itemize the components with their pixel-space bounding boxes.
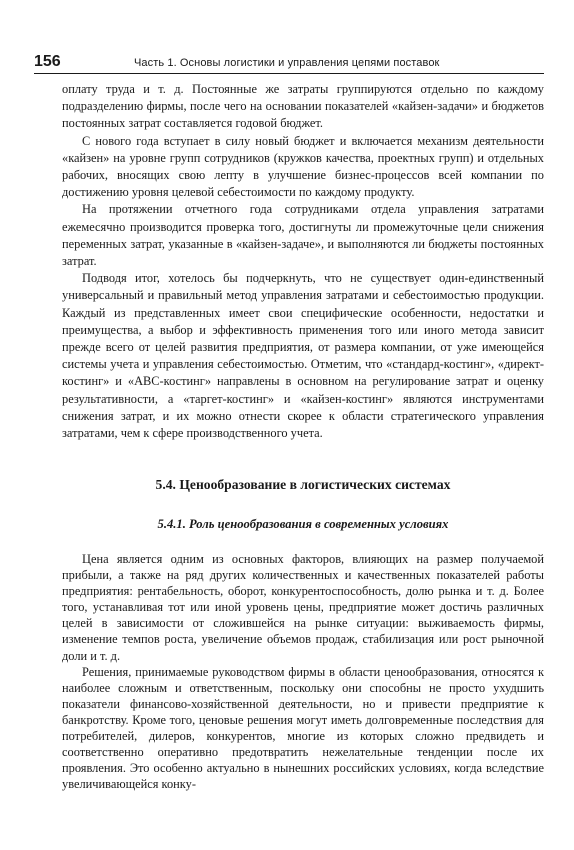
paragraph: С нового года вступает в силу новый бюджет и включается механизм деятельности «кайзен» на уровне групп сотрудников (кружков качества, проектных групп) и отдельных рабочих, вносящих свою лепту в улучшение бизнес-процессов всей компании по достижению уровня целевой себестоимости по каждому продукту. [62, 133, 544, 200]
paragraph: Решения, принимаемые руководством фирмы в области ценообразования, относятся к наиболее сложным и ответственным, поскольку они способны не просто ухудшить показатели финансово-хозяйственной деятельности, но и привести предприятие к банкротству. Кроме того, ценовые решения могут иметь долговременные последствия для потребителей, дилеров, конкурентов, многие из которых сложно предвидеть и соответственно оперативно предотвратить нежелательные тенденции после их проявления. Это особенно актуально в нынешних российских условиях, когда вследствие увеличивающейся конку- [62, 664, 544, 792]
page-number: 156 [34, 53, 61, 70]
paragraph: Цена является одним из основных факторов, влияющих на размер получаемой прибыли, а также на ряд других количественных и качественных показателей работы предприятия: рентабельность, оборот, конкурентоспособность, долю рынка и т. д. Более того, устанавливая тот или иной уровень цены, предприятие может достичь различных целей в зависимости от сложившейся на рынке ситуации: выживаемость фирмы, изменение темпов роста, увеличение объемов продаж, стабилизация или рост рыночной доли и т. д. [62, 552, 544, 663]
running-head: Часть 1. Основы логистики и управления цепями поставок [134, 57, 440, 69]
body-text-bottom [62, 551, 544, 792]
body-text-top [62, 81, 544, 442]
section-heading: 5.4. Ценообразование в логистических системах [155, 477, 451, 492]
subsection-heading: 5.4.1. Роль ценообразования в современных условиях [157, 517, 449, 531]
page-header [34, 51, 544, 74]
paragraph: На протяжении отчетного года сотрудниками отдела управления затратами ежемесячно производится проверка того, достигнуты ли промежуточные цели снижения переменных затрат, указанные в «кайзен-задаче», и выполняются ли бюджеты постоянных затрат. [62, 202, 544, 269]
paragraph: оплату труда и т. д. Постоянные же затраты группируются отдельно по каждому подразделению фирмы, после чего на основании показателей «кайзен-задачи» и бюджетов постоянных затрат составляется годовой бюджет. [62, 82, 544, 131]
paragraph: Подводя итог, хотелось бы подчеркнуть, что не существует один-единственный универсальный и правильный метод управления затратами и себестоимостью продукции. Каждый из представленных имеет свои специфические особенности, недостатки и преимущества, а выбор и эффективность применения того или иного метода зависит прежде всего от целей развития предприятия, от размера компании, от уже имеющейся системы учета и управления себестоимостью. Отметим, что «стандард-костинг», «директ-костинг» и «АВС-костинг» направлены в основном на регулирование затрат и оценку результативности, а «таргет-костинг» и «кайзен-костинг» являются инструментами снижения затрат, и их можно отнести скорее к области стратегического управления затратами, чем к сфере производственного учета. [62, 271, 544, 441]
